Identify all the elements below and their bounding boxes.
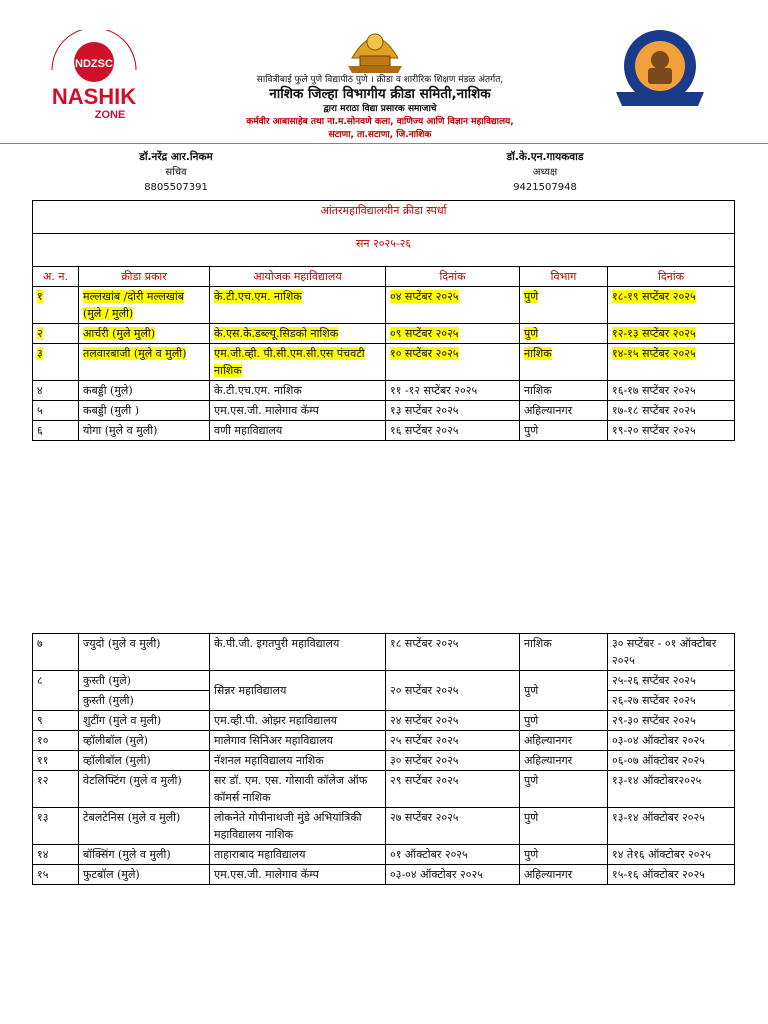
highlighted-text: पुणे <box>524 290 539 303</box>
table-cell: टेबलटेनिस (मुले व मुली) <box>79 808 210 845</box>
schedule-table-1 <box>32 200 735 441</box>
table-cell: वणी महाविद्यालय <box>210 421 386 441</box>
table-cell: सिन्नर महाविद्यालय <box>210 671 386 711</box>
table-cell <box>210 324 386 344</box>
table-cell: ०३-०४ ऑक्टोबर २०२५ <box>386 865 520 885</box>
highlighted-text: के.एस.के.डब्ल्यू.सिडको नाशिक <box>214 327 339 340</box>
secretary-name: डॉ.नरेंद्र आर.निकम <box>139 151 213 163</box>
table-cell: नाशिक <box>520 381 608 401</box>
table-cell: ७ <box>33 634 79 671</box>
table-row <box>33 751 735 771</box>
col-header: क्रीडा प्रकार <box>79 267 210 287</box>
table-cell: २९-३० सप्टेंबर २०२५ <box>608 711 735 731</box>
secretary-block <box>96 150 256 195</box>
highlighted-text: १४-१५ सप्टेंबर २०२५ <box>612 347 696 360</box>
secretary-phone: 8805507391 <box>144 182 208 193</box>
col-header: दिनांक <box>608 267 735 287</box>
table-cell: कबड्डी (मुली ) <box>79 401 210 421</box>
table-cell: पुणे <box>520 421 608 441</box>
table-cell: वेटलिफ्टिंग (मुले व मुली) <box>79 771 210 808</box>
secretary-role: सचिव <box>165 167 187 178</box>
table-cell: १३ <box>33 808 79 845</box>
table-cell: १६-१७ सप्टेंबर २०२५ <box>608 381 735 401</box>
table-cell: २७ सप्टेंबर २०२५ <box>386 808 520 845</box>
highlighted-text: १ <box>37 290 43 303</box>
table-row <box>33 287 735 324</box>
mvp-samaj-logo <box>600 26 720 112</box>
table-cell: व्हॉलीबॉल (मुली) <box>79 751 210 771</box>
table-cell: कुस्ती (मुली) <box>79 691 210 711</box>
col-header: अ. न. <box>33 267 79 287</box>
table-cell: २५-२६ सप्टेंबर २०२५ <box>608 671 735 691</box>
highlighted-text: एम.जी.व्ही. पी.सी.एम.सी.एस पंचवटी नाशिक <box>214 347 365 377</box>
table-cell <box>33 287 79 324</box>
table-cell: एम.एस.जी. मालेगाव कॅम्प <box>210 865 386 885</box>
table-cell: १७-१८ सप्टेंबर २०२५ <box>608 401 735 421</box>
col-header: विभाग <box>520 267 608 287</box>
table-cell: पुणे <box>520 771 608 808</box>
table-cell <box>386 287 520 324</box>
nashik-zone-logo <box>38 30 150 125</box>
col-header: दिनांक <box>386 267 520 287</box>
table-cell: २६-२७ सप्टेंबर २०२५ <box>608 691 735 711</box>
table-cell <box>210 344 386 381</box>
highlighted-text: ०९ सप्टेंबर २०२५ <box>390 327 459 340</box>
samaj-line: द्वारा मराठा विद्या प्रसारक समाजाचे <box>323 104 437 114</box>
table-cell: २० सप्टेंबर २०२५ <box>386 671 520 711</box>
table-cell <box>386 324 520 344</box>
table-cell: लोकनेते गोपीनाथजी मुंडे अभियांत्रिकी महाविद्यालय नाशिक <box>210 808 386 845</box>
table-cell: कबड्डी (मुले) <box>79 381 210 401</box>
highlighted-text: मल्लखांब /दोरी मल्लखांब (मुले / मुली) <box>83 290 184 320</box>
highlighted-text: ३ <box>37 347 43 360</box>
table-cell: योगा (मुले व मुली) <box>79 421 210 441</box>
table-cell: १३ सप्टेंबर २०२५ <box>386 401 520 421</box>
table-cell: ११ <box>33 751 79 771</box>
table-cell: शुटींग (मुले व मुली) <box>79 711 210 731</box>
table-cell <box>79 344 210 381</box>
table-cell: एम.एस.जी. मालेगाव कॅम्प <box>210 401 386 421</box>
table-row <box>33 808 735 845</box>
table-row <box>33 634 735 671</box>
table-cell: १३-१४ ऑक्टोबर२०२५ <box>608 771 735 808</box>
table-cell: कुस्ती (मुले) <box>79 671 210 691</box>
highlighted-text: २ <box>37 327 43 340</box>
col-header: आयोजक महाविद्यालय <box>210 267 386 287</box>
highlighted-text: पुणे <box>524 327 539 340</box>
table-cell <box>520 287 608 324</box>
table-cell: पुणे <box>520 845 608 865</box>
highlighted-text: ०४ सप्टेंबर २०२५ <box>390 290 459 303</box>
table-cell: १३-१४ ऑक्टोबर २०२५ <box>608 808 735 845</box>
table-cell: ८ <box>33 671 79 711</box>
table-cell: १५ <box>33 865 79 885</box>
table-title: आंतरमहाविद्यालयीन क्रीडा स्पर्धा <box>33 201 735 234</box>
table-cell: ज्युदो (मुले व मुली) <box>79 634 210 671</box>
table-cell <box>33 344 79 381</box>
address-line: सटाणा, ता.सटाणा, जि.नाशिक <box>328 130 432 140</box>
president-block <box>460 150 630 195</box>
table-cell: अहिल्यानगर <box>520 401 608 421</box>
table-row <box>33 381 735 401</box>
table-cell <box>210 287 386 324</box>
table-cell: २५ सप्टेंबर २०२५ <box>386 731 520 751</box>
table-cell: पुणे <box>520 808 608 845</box>
table-cell: ३० सप्टेंबर २०२५ <box>386 751 520 771</box>
table-cell: ४ <box>33 381 79 401</box>
table-cell: ११ -१२ सप्टेंबर २०२५ <box>386 381 520 401</box>
table-cell <box>520 324 608 344</box>
highlighted-text: के.टी.एच.एम. नाशिक <box>214 290 302 303</box>
table-cell <box>33 324 79 344</box>
table-cell: ९ <box>33 711 79 731</box>
emblem-icon <box>344 18 406 76</box>
table-cell <box>520 344 608 381</box>
table-cell: अहिल्यानगर <box>520 865 608 885</box>
table-cell: सर डॉ. एम. एस. गोसावी कॉलेज ऑफ कॉमर्स नाशिक <box>210 771 386 808</box>
college-line: कर्मवीर आबासाहेब तथा ना.म.सोनवणे कला, वाणिज्य आणि विज्ञान महाविद्यालय, <box>246 117 514 127</box>
table-cell: ५ <box>33 401 79 421</box>
table-row <box>33 671 735 691</box>
university-line: सावित्रीबाई फुले पुणे विद्यापीठ पुणे । क्रीडा व शारीरिक शिक्षण मंडळ अंतर्गत, <box>256 75 504 85</box>
table-cell: १८ सप्टेंबर २०२५ <box>386 634 520 671</box>
table-cell: १९-२० सप्टेंबर २०२५ <box>608 421 735 441</box>
table-cell: १४ ते१६ ऑक्टोबर २०२५ <box>608 845 735 865</box>
highlighted-text: नाशिक <box>524 347 552 360</box>
table-cell: व्हॉलीबॉल (मुले) <box>79 731 210 751</box>
table-cell: २९ सप्टेंबर २०२५ <box>386 771 520 808</box>
table-cell <box>608 344 735 381</box>
table-row <box>33 344 735 381</box>
table-cell: के.टी.एच.एम. नाशिक <box>210 381 386 401</box>
table-cell: १२ <box>33 771 79 808</box>
table-cell <box>608 287 735 324</box>
table-cell: ताहाराबाद महाविद्यालय <box>210 845 386 865</box>
highlighted-text: तलवारबाजी (मुले व मुली) <box>83 347 187 360</box>
table-row <box>33 711 735 731</box>
table-row <box>33 845 735 865</box>
table-row <box>33 731 735 751</box>
table-cell: नॅशनल महाविद्यालय नाशिक <box>210 751 386 771</box>
table-cell: ६ <box>33 421 79 441</box>
president-phone: 9421507948 <box>513 182 577 193</box>
badge-text: NDZSC <box>75 58 113 70</box>
table-cell: अहिल्यानगर <box>520 731 608 751</box>
table-cell: ०३-०४ ऑक्टोबर २०२५ <box>608 731 735 751</box>
table-cell: १६ सप्टेंबर २०२५ <box>386 421 520 441</box>
highlighted-text: आर्चरी (मुले मुली) <box>83 327 156 340</box>
table-cell: १० <box>33 731 79 751</box>
committee-title: नाशिक जिल्हा विभागीय क्रीडा समिती,नाशिक <box>269 86 491 102</box>
table-cell: १५-१६ ऑक्टोबर २०२५ <box>608 865 735 885</box>
table-cell: अहिल्यानगर <box>520 751 608 771</box>
table-year: सन २०२५-२६ <box>33 234 735 267</box>
table-cell <box>608 324 735 344</box>
table-cell: के.पी.जी. इगतपुरी महाविद्यालय <box>210 634 386 671</box>
table-cell: १४ <box>33 845 79 865</box>
president-role: अध्यक्ष <box>532 167 558 178</box>
schedule-table-2 <box>32 633 735 885</box>
table-cell <box>386 344 520 381</box>
letterhead-text <box>190 74 570 142</box>
table-cell: ३० सप्टेंबर - ०१ ऑक्टोबर २०२५ <box>608 634 735 671</box>
table-cell: एम.व्ही.पी. ओझर महाविद्यालय <box>210 711 386 731</box>
table-row <box>33 865 735 885</box>
highlighted-text: १० सप्टेंबर २०२५ <box>390 347 459 360</box>
header-divider <box>0 143 768 144</box>
table-row <box>33 324 735 344</box>
table-cell: पुणे <box>520 671 608 711</box>
table-cell: पुणे <box>520 711 608 731</box>
highlighted-text: १८-१९ सप्टेंबर २०२५ <box>612 290 696 303</box>
table-cell: फुटबॉल (मुले) <box>79 865 210 885</box>
table-cell: ०१ ऑक्टोबर २०२५ <box>386 845 520 865</box>
table-row <box>33 401 735 421</box>
table-cell: मालेगाव सिनिअर महाविद्यालय <box>210 731 386 751</box>
table-cell: बॉक्सिंग (मुले व मुली) <box>79 845 210 865</box>
table-cell: ०६-०७ ऑक्टोबर २०२५ <box>608 751 735 771</box>
highlighted-text: १२-१३ सप्टेंबर २०२५ <box>612 327 696 340</box>
logo-zone-text: ZONE <box>94 109 126 121</box>
table-row <box>33 421 735 441</box>
logo-nashik-text: NASHIK <box>51 84 137 109</box>
table-cell: २४ सप्टेंबर २०२५ <box>386 711 520 731</box>
table-cell <box>79 287 210 324</box>
table-cell <box>79 324 210 344</box>
table-row <box>33 771 735 808</box>
president-name: डॉ.के.एन.गायकवाड <box>506 151 584 163</box>
table-cell: नाशिक <box>520 634 608 671</box>
